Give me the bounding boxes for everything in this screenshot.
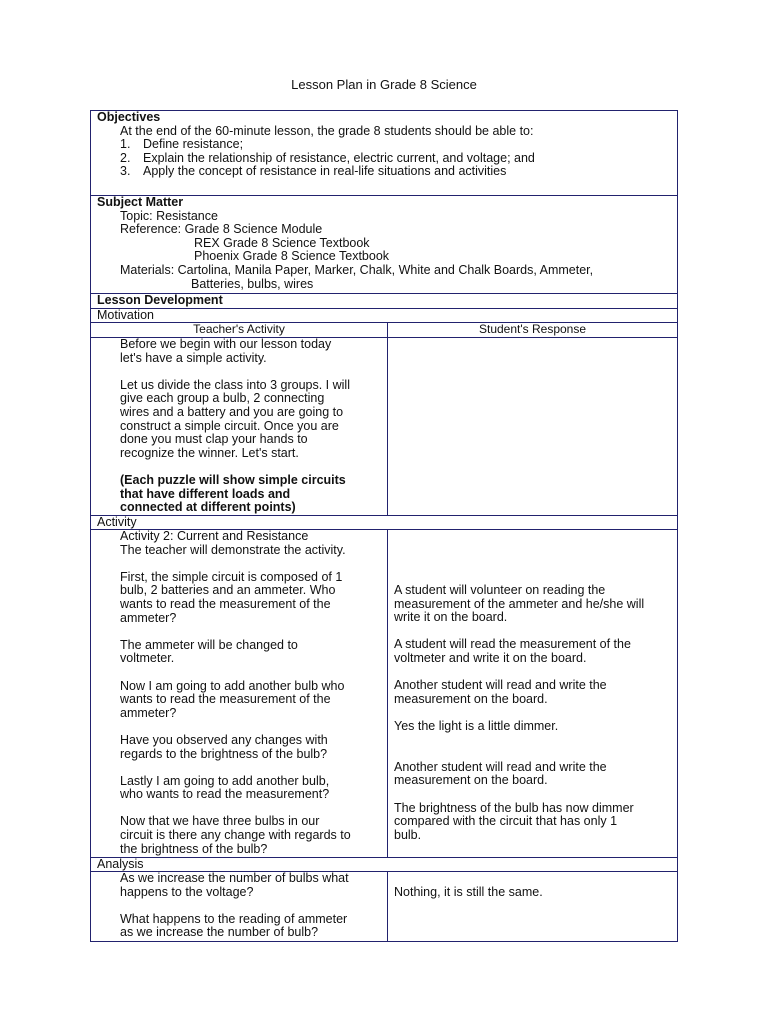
motivation-teacher-cell: [91, 338, 388, 515]
analysis-question: What happens to the reading of ammeter: [120, 911, 348, 926]
analysis-student-cell: [388, 872, 677, 941]
activity-text: Have you observed any changes with: [120, 732, 328, 747]
activity-student-cell: [388, 530, 677, 857]
motivation-text: Before we begin with our lesson today: [120, 337, 332, 351]
activity-content: [91, 530, 677, 858]
motivation-text: done you must clap your hands to: [120, 432, 308, 447]
analysis-content: [91, 872, 677, 941]
page-title: Lesson Plan in Grade 8 Science: [291, 77, 477, 92]
objective-item: [97, 165, 677, 179]
analysis-question: happens to the voltage?: [120, 884, 254, 899]
objective-item: [97, 138, 677, 152]
activity-text: the brightness of the bulb?: [120, 841, 268, 856]
motivation-note: connected at different points): [120, 500, 296, 515]
activity-label: Activity: [91, 516, 677, 530]
activity-response: measurement on the board.: [394, 691, 548, 706]
objectives-intro: At the end of the 60-minute lesson, the grade 8 students should be able to:: [120, 123, 534, 138]
activity-text: First, the simple circuit is composed of 1: [120, 569, 343, 584]
analysis-question: as we increase the number of bulb?: [120, 925, 319, 940]
motivation-note: that have different loads and: [120, 486, 291, 501]
student-response-header: Student's Response: [478, 322, 587, 336]
activity-response: compared with the circuit that has only 1: [394, 814, 618, 829]
topic: Topic: Resistance: [120, 208, 218, 223]
activity-text: regards to the brightness of the bulb?: [120, 746, 328, 761]
activity-response: Another student will read and write the: [394, 759, 607, 774]
teacher-activity-header: Teacher's Activity: [91, 323, 388, 337]
objective-text: Define resistance;: [143, 137, 244, 152]
activity-response: write it on the board.: [394, 610, 508, 625]
analysis-teacher-cell: [91, 872, 388, 941]
objective-text: Apply the concept of resistance in real-life situations and activities: [143, 164, 507, 179]
motivation-text: recognize the winner. Let's start.: [120, 445, 299, 460]
activity-text: wants to read the measurement of the: [120, 596, 331, 611]
activity-text: who wants to read the measurement?: [120, 787, 330, 802]
activity-text: Lastly I am going to add another bulb,: [120, 773, 330, 788]
analysis-label: Analysis: [91, 858, 677, 872]
objective-text: Explain the relationship of resistance, electric current, and voltage; and: [143, 150, 535, 165]
activity-text: Now I am going to add another bulb who: [120, 678, 345, 693]
motivation-label: Motivation: [91, 309, 677, 323]
activity-response: voltmeter and write it on the board.: [394, 650, 587, 665]
motivation-content: [91, 338, 677, 516]
activity-text: circuit is there any change with regards to: [120, 828, 351, 843]
objective-item: [97, 152, 677, 166]
activity-text: ammeter?: [120, 705, 177, 720]
objective-number: 1.: [120, 137, 131, 152]
lesson-plan-table: [90, 110, 678, 942]
activity-text: voltmeter.: [120, 651, 175, 666]
objectives-section: [91, 111, 677, 196]
activity-text: The teacher will demonstrate the activity.: [120, 542, 346, 557]
activity-response: bulb.: [394, 827, 422, 842]
reference: Reference: Grade 8 Science Module: [120, 222, 323, 237]
activity-text: bulb, 2 batteries and an ammeter. Who: [120, 583, 336, 598]
activity-teacher-cell: [91, 530, 388, 857]
motivation-text: wires and a battery and you are going to: [120, 404, 344, 419]
lesson-development-heading: Lesson Development: [91, 294, 677, 309]
activity-response: A student will volunteer on reading the: [394, 583, 606, 597]
activity-response: Yes the light is a little dimmer.: [394, 718, 559, 733]
motivation-text: Let us divide the class into 3 groups. I will: [120, 377, 350, 392]
subject-matter-heading: Subject Matter: [97, 195, 184, 209]
motivation-text: give each group a bulb, 2 connecting: [120, 391, 325, 406]
activity-text: Activity 2: Current and Resistance: [120, 529, 309, 543]
activity-response: A student will read the measurement of the: [394, 637, 631, 652]
activity-response: measurement of the ammeter and he/she will: [394, 596, 645, 611]
activity-text: Now that we have three bulbs in our: [120, 814, 320, 829]
motivation-student-cell: [388, 338, 677, 515]
activity-response: Another student will read and write the: [394, 678, 607, 693]
analysis-question: As we increase the number of bulbs what: [120, 871, 349, 885]
materials-continued: Batteries, bulbs, wires: [191, 276, 314, 291]
activity-response: measurement on the board.: [394, 773, 548, 788]
activity-text: wants to read the measurement of the: [120, 692, 331, 707]
analysis-answer: Nothing, it is still the same.: [394, 884, 543, 899]
materials: Materials: Cartolina, Manila Paper, Marker, Chalk, White and Chalk Boards, Ammeter,: [120, 262, 594, 277]
column-headers: [91, 323, 677, 338]
motivation-note: (Each puzzle will show simple circuits: [120, 472, 346, 487]
activity-response: The brightness of the bulb has now dimmer: [394, 800, 634, 815]
objective-number: 3.: [120, 164, 131, 179]
activity-text: The ammeter will be changed to: [120, 637, 298, 652]
reference-phoenix: Phoenix Grade 8 Science Textbook: [194, 249, 390, 264]
objectives-heading: Objectives: [97, 110, 161, 124]
subject-matter-section: [91, 196, 677, 294]
activity-text: ammeter?: [120, 610, 177, 625]
motivation-text: let's have a simple activity.: [120, 350, 267, 365]
reference-rex: REX Grade 8 Science Textbook: [194, 235, 370, 250]
motivation-text: construct a simple circuit. Once you are: [120, 418, 339, 433]
objective-number: 2.: [120, 150, 131, 165]
